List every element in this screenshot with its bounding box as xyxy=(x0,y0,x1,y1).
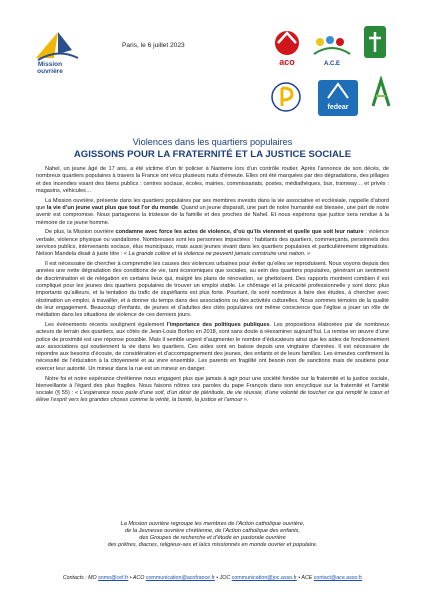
paragraph-5 xyxy=(36,322,389,373)
ace-email-link[interactable]: contact@ace.asso.fr xyxy=(313,575,363,581)
paragraph-2 xyxy=(36,198,389,227)
aco-contact-label: • ACO xyxy=(128,575,146,581)
paragraph-1: Nahel, un jeune âgé de 17 ans, a été victime d’un tir policier à Nanterre lors d’un contrôle routier. Après l’annonce de son décès, de nombreux quartiers populaires à travers la France ont vécu plusieurs nuits d’émeute. Elles ont été marquées par des dégradations, des pillages et des incendies visant des biens publics : centres sociaux, écoles, mairies, commissariats, postes, médiathèques, bus, tramway… et privés : magasins, véhicules… xyxy=(36,166,389,194)
joc-contact-label: • JOC xyxy=(214,575,232,581)
p3-emphasis: condamne avec force les actes de violence, d’où qu’ils viennent et quelle que soit leur nature xyxy=(115,229,364,236)
footer-line-4: des prêtres, diacres, religieux-ses et laïcs missionnés en monde ouvrier et populaire. xyxy=(107,542,318,548)
paragraph-6 xyxy=(36,376,389,405)
aco-logo xyxy=(270,27,304,69)
p2-text-end: . Quand un jeune disparaît, une part de notre humanité est blessée, une part de notre avenir est compromise. Nous partageons la tristesse de la famille et des proches de Nahel. Et nous espérons que justice sera rendue à la mémoire de ce jeune homme. xyxy=(36,204,390,226)
paragraph-4: Il est nécessaire de chercher à comprendre les causes des violences urbaines pour éviter qu’elles se reproduisent. Nous voyons depuis des années une nette dégradation des conditions de vie, tant économiques que sociales, au sein des quartiers populaires, générant un sentiment de discrimination et de relégation en certains lieux qui, malgré les plans de rénovation, se ghettoïsent. Des rapports montrent combien il est compliqué pour les jeunes des quartiers populaires de trouver un emploi stable. Le chômage et la précarité professionnelle y sont donc plus importants qu’ailleurs, et la tentation du trafic de stupéfiants est plus forte. Pourtant, ils sont nombreux à faire des études, à chercher avec obstination un emploi, à travailler, et à donner du temps dans des associations ou des activités culturelles. Nous sommes témoins de la qualité de leur engagement. Beaucoup d’enfants, de jeunes et d’adultes des cités populaires ont même conscience que l’église a jouer un rôle de médiation dans les situations de violence de ces derniers jours. xyxy=(36,261,389,319)
p6-end: . xyxy=(246,397,249,404)
cef-logo xyxy=(364,26,386,58)
ace-label: A.C.E xyxy=(323,61,340,67)
p3-text-mid: : violence verbale, violence physique ou vandalisme. Nombreuses sont les personnes impactées : habitants des quartiers, commerçants, personnels des services publics, intervenants sociaux, élus municipaux, mais aussi jeunes vivant dans les quartiers populaires et particulièrement stigmatisés. Nelson Mandela disait à juste titre : xyxy=(36,229,389,258)
fedear-logo xyxy=(318,80,358,116)
document-date: Paris, le 6 juillet 2023 xyxy=(122,42,185,49)
ace-logo xyxy=(312,28,352,68)
footer-line-3: des Groupes de recherche et d’étude en pastorale ouvrière xyxy=(139,535,286,541)
paragraph-3 xyxy=(36,229,389,258)
contacts-label: Contacts : MO xyxy=(62,575,99,581)
footer-note xyxy=(0,521,425,549)
aco-label: aco xyxy=(279,57,295,67)
mo-email-link[interactable]: snmo@cef.fr xyxy=(98,575,129,581)
logo-text: Mission ouvrière xyxy=(37,61,63,75)
p5-emphasis: l’importance des politiques publiques xyxy=(166,321,270,328)
joc-email-link[interactable]: communication@joc.asso.fr xyxy=(231,575,297,581)
p5-text: Les événements récents soulignent également xyxy=(45,321,167,328)
p2-text: La Mission ouvrière, présente dans les quartiers populaires par ses membres investis dans la vie associative et ecclésiale, rappelle d’abord que xyxy=(36,197,389,211)
title-line-2: AGISSONS POUR LA FRATERNITÉ ET LA JUSTICE SOCIALE xyxy=(73,149,352,160)
mo-logo-2 xyxy=(370,76,392,110)
po-logo xyxy=(270,78,302,116)
footer-line-2: de la Jeunesse ouvrière chrétienne, de l’Action catholique des enfants, xyxy=(124,528,301,534)
ace-contact-label: • ACE xyxy=(296,575,314,581)
pope-quote: « L’espérance nous parle d’une soif, d’un désir de plénitude, de vie réussie, d’une volonté de toucher ce qui remplit le cœur et élève l’esprit vers les grandes choses comme la vérité, la bonté, la justice et l’amour » xyxy=(36,390,390,404)
p6-text: Notre foi et notre espérance chrétienne nous engagent plus que jamais à agir pour une société fondée sur la fraternité et la justice sociale, bienveillante à l’égard des plus fragiles. Nous faisons nôtres ces paroles du pape François dans son encyclique sur la fraternité et l’amitié sociale (§ 55) : xyxy=(36,375,389,397)
p5-text-end: . Les propositions élaborées par de nombreux acteurs de terrain des quartiers, aux côtés de Jean-Louis Borloo en 2018, sont sans doute à réexaminer aujourd’hui. La remise en œuvre d’une police de proximité est une réponse possible. Mais il semble urgent d’augmenter le nombre d’éducateurs ainsi que les aides de fonctionnement aux associations qui soutiennent la vie dans les quartiers. Ces aides sont en baisse depuis une vingtaine d’années. Il est nécessaire de répondre aux besoins d’écoute, de considération et d’accompagnement des jeunes, des enfants et de leurs familles. Les émeutes confirment la nécessité de l’éducation à la citoyenneté et au vivre ensemble. Les parents en fragilité ont besoin non de sanctions mais de soutiens pour exercer leur autorité. Un mineur dans la rue est un mineur en danger. xyxy=(36,321,390,372)
fedear-label: fedear xyxy=(327,104,349,111)
p2-emphasis: la vie d’un jeune vaut plus que tout l’or du monde xyxy=(46,204,179,211)
mandela-quote: « La grande colère et la violence ne peuvent jamais construire une nation. » xyxy=(123,251,311,258)
p3-text: De plus, la Mission ouvrière xyxy=(45,229,116,236)
contacts-line xyxy=(0,575,425,581)
footer-line-1: La Mission ouvrière regroupe les membres de l’Action catholique ouvrière, xyxy=(120,521,305,527)
document-body xyxy=(36,166,389,407)
title-line-1: Violences dans les quartiers populaires xyxy=(132,137,293,147)
aco-email-link[interactable]: communication@acofrance.fr xyxy=(145,575,215,581)
